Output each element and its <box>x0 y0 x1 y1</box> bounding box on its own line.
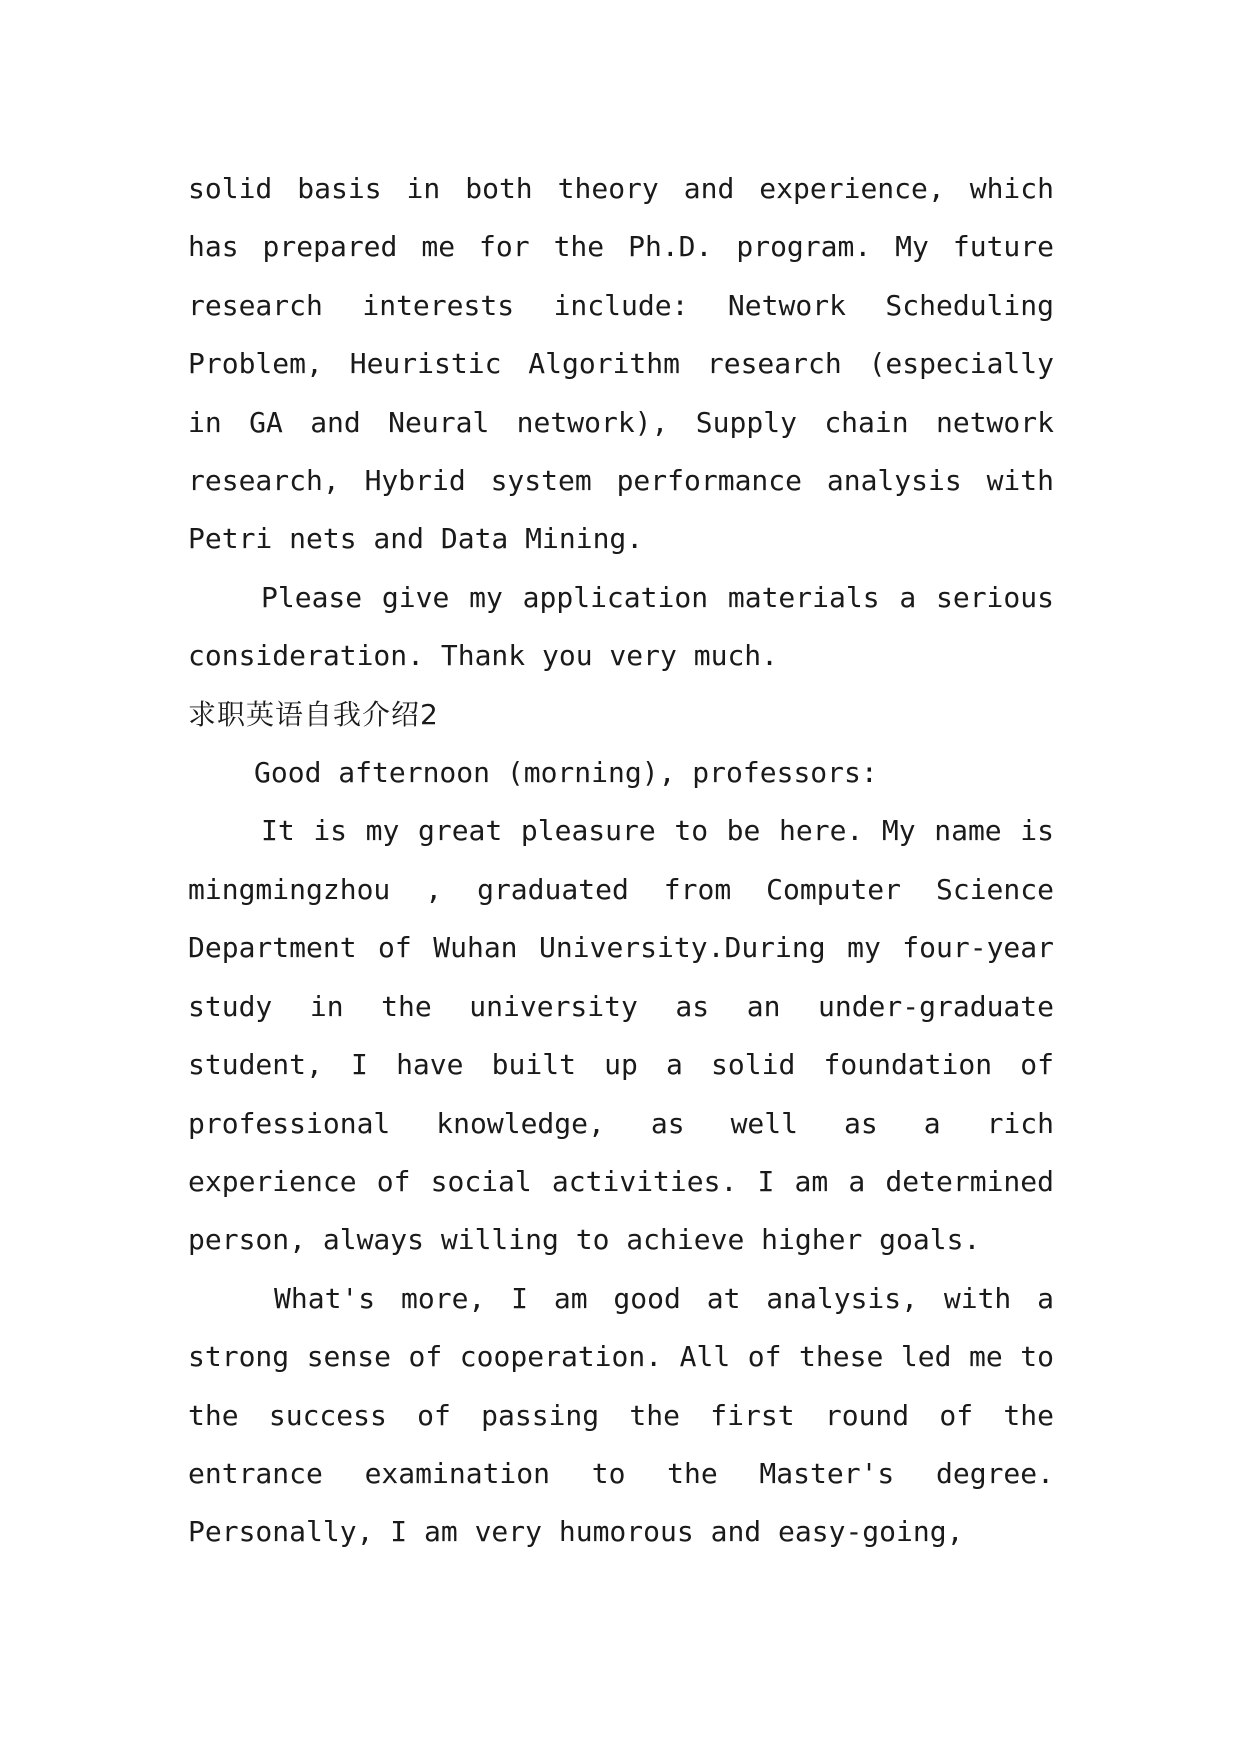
paragraph-research-interests: solid basis in both theory and experience, which has prepared me for the Ph.D. program. My future research interests include: Network Scheduling Problem, Heuristic Algorithm research (especially in GA and Neural network), Supply chain network research, Hybrid system performance analysis with Petri nets and Data Mining. <box>188 172 1054 556</box>
paragraph-greeting: Good afternoon (morning), professors: <box>254 756 878 790</box>
section-heading: 求职英语自我介绍2 <box>188 697 439 731</box>
paragraph-strengths: What's more, I am good at analysis, with a strong sense of cooperation. All of these led me to the success of passing the first round of the entrance examination to the Master's degree. Personally, I am very humorous and easy-going, <box>188 1281 1054 1549</box>
document-body <box>188 160 1054 1562</box>
paragraph-introduction: It is my great pleasure to be here. My name is mingmingzhou , graduated from Computer Science Department of Wuhan University.During my four-year study in the university as an under-graduate student, I have built up a solid foundation of professional knowledge, as well as a rich experience of social activities. I am a determined person, always willing to achieve higher goals. <box>188 814 1054 1257</box>
paragraph-closing-request: Please give my application materials a serious consideration. Thank you very much. <box>188 580 1054 673</box>
